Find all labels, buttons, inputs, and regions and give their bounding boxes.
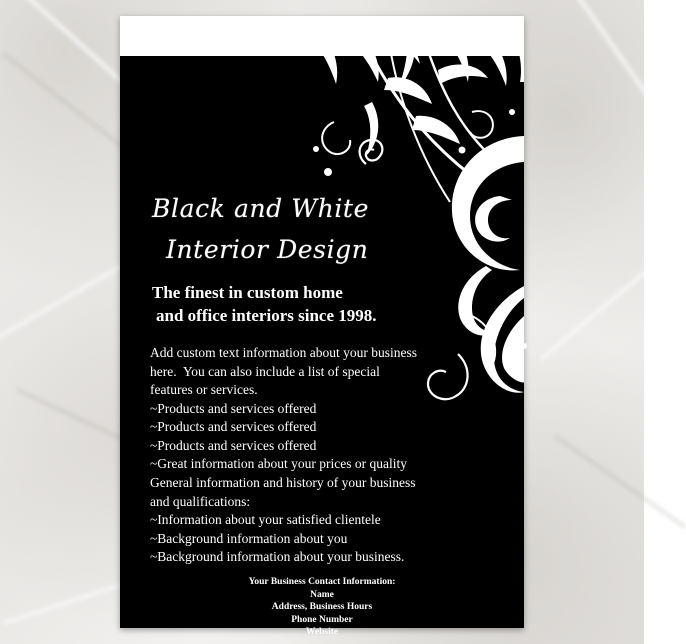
marble-vein-shadow: [554, 434, 686, 528]
title-line-1: Black and White: [152, 194, 369, 223]
body-line: ~Background information about you: [150, 530, 348, 546]
contact-line: Name: [310, 589, 334, 600]
marble-vein: [540, 243, 680, 361]
body-line: ~Information about your satisfied clientele: [150, 512, 381, 527]
marble-vein: [3, 578, 137, 624]
tagline-line-2: and office interiors since 1998.: [156, 306, 377, 325]
contact-line: Address, Business Hours: [271, 602, 373, 612]
body-line: and qualifications:: [150, 493, 251, 509]
body-line: Add custom text information about your business: [150, 345, 417, 360]
tagline: [152, 281, 492, 327]
body-line: ~Products and services offered: [150, 400, 317, 416]
body-line: features or services.: [150, 382, 258, 397]
title-line-2: Interior Design: [166, 235, 369, 264]
contact-info-block: [120, 576, 524, 639]
page-title: [152, 188, 482, 270]
body-line: here. You can also include a list of special: [150, 363, 380, 379]
contact-line: Website: [305, 627, 339, 637]
flyer-document: [120, 16, 524, 637]
body-line: ~Background information about your business.: [150, 549, 405, 564]
body-line: ~Products and services offered: [150, 437, 317, 453]
contact-line: Your Business Contact Information:: [248, 577, 396, 587]
body-line: ~Products and services offered: [150, 419, 317, 434]
contact-line: Phone Number: [291, 614, 353, 625]
body-line: ~Great information about your prices or quality: [150, 456, 407, 471]
body-paragraph-one: [150, 344, 495, 474]
tagline-line-1: The finest in custom home: [152, 283, 343, 302]
top-white-band: [120, 16, 524, 56]
body-paragraph-two: [150, 474, 495, 567]
marble-vein: [545, 0, 674, 133]
body-line: General information and history of your business: [150, 475, 416, 490]
